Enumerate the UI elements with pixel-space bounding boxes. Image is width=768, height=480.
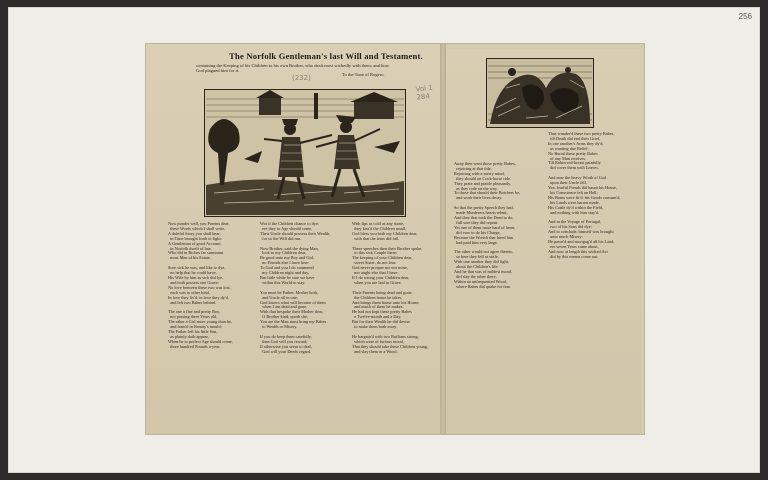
ballad-subtitle: [196, 63, 446, 74]
woodcut-illustration-main: [204, 89, 406, 217]
ballad-column-2: Wot if the Children chance to dye, ere they to Age should come, Their Uncle should possess their Wealth, for so the Will did run. Now Brother, said the dying Man, look to my Children dear, Be good unto my Boy and Girl, no Friends else I have here: To God and you I do commend my Children night and day, But little while be sure we have within this World to stay. You must be Father, Mother both, and Uncle all in one; God knows what will become of them when I am dead and gone. With that bespoke their Mother dear, O Brother kind, quoth she, You are the Man must bring my Babes to Wealth or Misery. If you do keep them carefully, then God will you reward; If otherwise you seem to deal, God will your Deeds regard.: [260, 222, 331, 354]
ballad-column-4: Away then went those pretty Babes, rejoicing at that tide, Rejoicing with a merry mind, they should on Cock-horse ride. They prate and prattle pleasantly, as they rode on the way, To those that should their Butchers be, and work their lives decay. So that the pretty Speech they had, made Murderers hearts relent, And they that took the Deed to do, full sore they did repent. Yet one of them more hard of heart, did vow to do his Charge, Because the Wretch that hired him had paid him very large. The other would not agree thereto, so here they fell at strife, With one another they did fight, about the Children's life: And he that was of mildest mood, did slay the other there, Within an unfrequented Wood, where Babes did quake for fear.: [454, 162, 521, 289]
subtitle-line-2: God plagued him for it.: [196, 68, 240, 74]
pencil-annotation-2: Vol 1 284: [415, 83, 434, 102]
archive-mount: [8, 7, 760, 473]
ballad-title: The Norfolk Gentleman's last Will and Testament.: [229, 51, 423, 61]
page-number: 256: [738, 12, 752, 21]
ballad-column-5: Thus wander'd these two pretty Babes, till Death did end their Grief, In one another's Arms they dy'd, as wanting due Relief: No Burial these pretty Babes of any Man receives, Till Robin-red-breast painfully did cover them with Leaves. And now the heavy Wrath of God upon their Uncle fell, Yea, fearful Fiends did haunt his House, his Conscience felt an Hell; His Barns were fir'd, his Goods consum'd, his Lands were barren made, His Cattle dy'd within the Field, and nothing with him stay'd. And in the Voyage of Portugal, two of his Sons did dye; And to conclude, himself was brought unto much Misery: He pawn'd and mortgag'd all his Land, ere seven Years came about, And now at length this wicked Act did by this means come out.: [548, 132, 621, 259]
ballad-column-3: With lips as cold as any stone, they kiss'd the Children small, God bless you both my Children dear, with that the tears did fall. These speeches then their Brother spoke, to this sick Couple there; The keeping of your Children dear, sweet Sister, do not fear. God never prosper me nor mine, nor aught else that I have, If I do wrong your Children dear, when you are laid in Grave. Their Parents being dead and gone, the Children home he takes, And brings them home unto his House, and much of them he makes. He had not kept these pretty Babes a Twelve-month and a Day, But for their Wealth he did devise to make them both away. He bargain'd with two Ruffians strong, which were of furious mood, That they should take these Children young, and slay them in a Wood.: [352, 222, 429, 354]
woodcut-illustration-small: [486, 58, 594, 128]
subtitle-line-1: containing the Keeping of his Children to his own Brother, who dealt most wickedly with them; and how: [196, 63, 389, 68]
broadside-sheet: [146, 44, 644, 434]
tune-line: To the Tune of Rogero.: [342, 72, 385, 77]
pencil-annotation-1: (232): [292, 74, 311, 82]
ballad-column-1: Now ponder well, you Parents dear, these Words which I shall write, A doleful Story you shall hear, in Time brought forth to light; A Gentleman of good Account, in Norfolk dwelt of late, Who did in Riches far surmount most Men of his Estate. Sore sick he was, and like to dye, no help that he could have; His Wife by him as sick did lye, and both possess one Grave: No love between these two was lost, each was to other kind, In love they liv'd, in love they dy'd, and left two Babes behind. The one a fine and pretty Boy, not passing three Years old, The other a Girl more young than he, and fram'd in Beauty's mould; The Father left his little Son, as plainly doth appear, When he to perfect Age should come, three hundred Pounds a-year.: [168, 222, 233, 349]
